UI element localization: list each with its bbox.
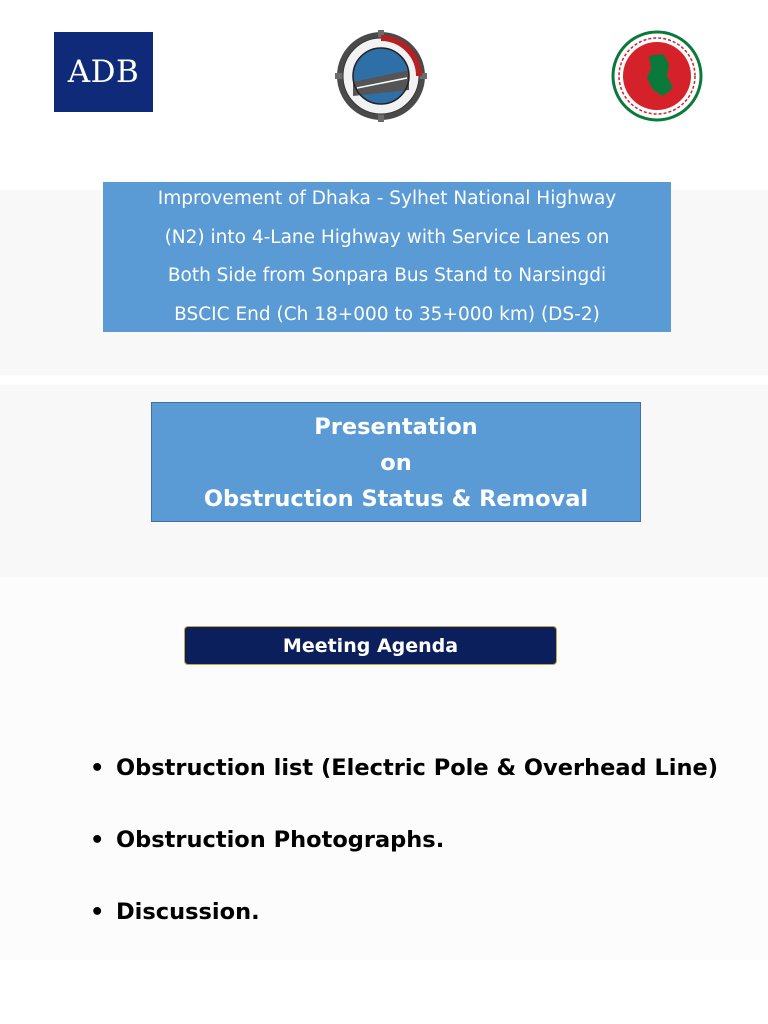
agenda-list [90,745,750,961]
bullet-icon: • [90,899,105,925]
adb-logo [54,32,153,112]
agenda-item-text: Obstruction Photographs. [116,827,445,853]
agenda-item [90,889,750,961]
presentation-line: Presentation [314,414,478,440]
agenda-item-text: Obstruction list (Electric Pole & Overhead Line) [116,755,719,781]
agenda-item [90,745,750,817]
government-seal-icon [611,30,703,122]
presentation-line: on [380,450,412,476]
project-title-line: (N2) into 4-Lane Highway with Service Lanes on [164,226,610,248]
meeting-agenda-label: Meeting Agenda [282,634,459,657]
project-title-line: BSCIC End (Ch 18+000 to 35+000 km) (DS-2) [174,303,600,325]
meeting-agenda-banner [184,626,557,665]
bullet-icon: • [90,755,105,781]
project-title [158,180,617,334]
agenda-item-text: Discussion. [116,899,260,925]
project-title-line: Both Side from Sonpara Bus Stand to Narsingdi [167,265,607,286]
project-title-box [103,182,671,332]
presentation-line: Obstruction Status & Removal [203,486,589,512]
bullet-icon: • [90,827,105,853]
presentation-title-box [151,402,641,522]
adb-logo-text: ADB [67,54,140,90]
rhd-emblem-icon [335,30,427,122]
agenda-item [90,817,750,889]
project-title-line: Improvement of Dhaka - Sylhet National Highway [157,188,617,209]
